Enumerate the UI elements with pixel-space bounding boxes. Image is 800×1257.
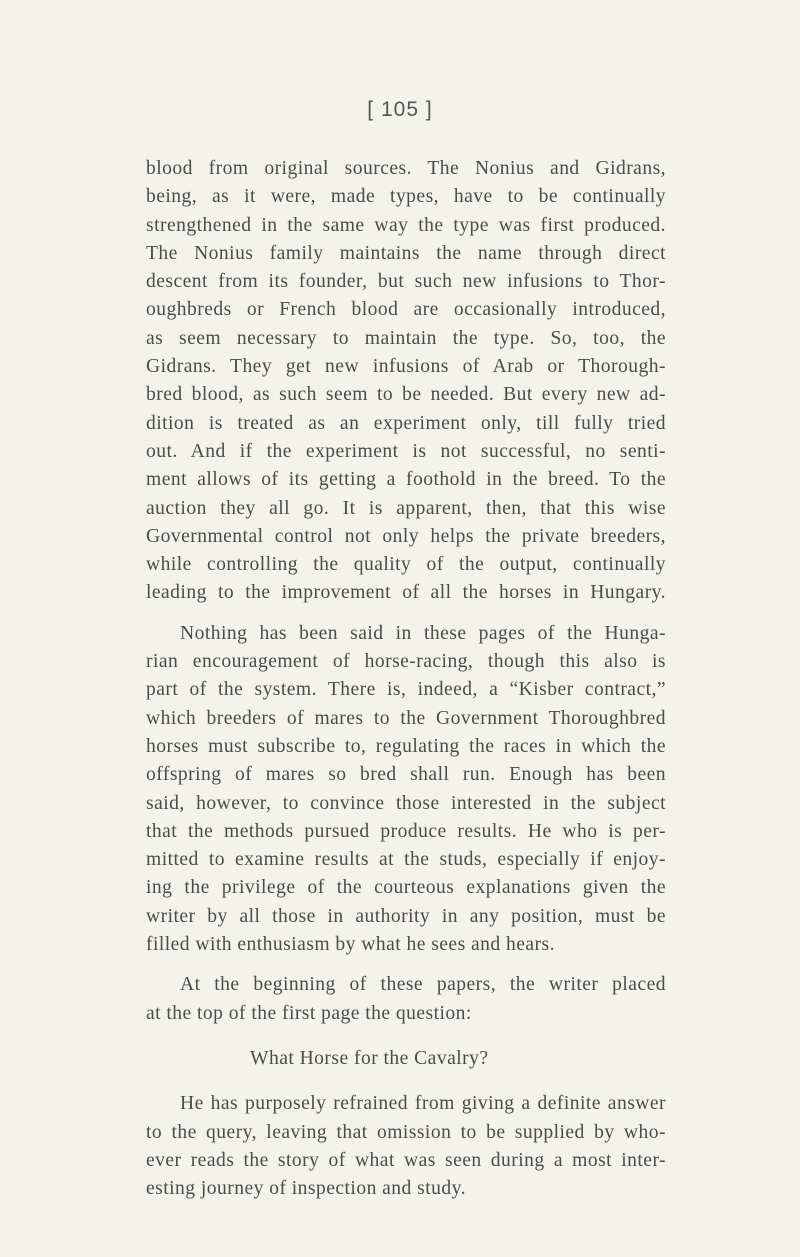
text-line: Gidrans. They get new infusions of Arab or Thorough- xyxy=(146,356,666,378)
text-line: Governmental control not only helps the private breeders, xyxy=(146,525,666,547)
text-line: At the beginning of these papers, the writer placed xyxy=(180,974,666,996)
text-line: as seem necessary to maintain the type. So, too, the xyxy=(146,327,666,349)
body-text xyxy=(146,155,666,1203)
page-number: [ 105 ] xyxy=(367,98,433,121)
text-line: descent from its founder, but such new infusions to Thor- xyxy=(146,271,666,293)
text-line: strengthened in the same way the type was first produced. xyxy=(146,214,666,236)
text-line: ever reads the story of what was seen during a most inter- xyxy=(146,1149,666,1171)
text-line: ment allows of its getting a foothold in the breed. To the xyxy=(146,469,666,491)
paragraph xyxy=(146,971,666,1028)
text-line: esting journey of inspection and study. xyxy=(146,1178,466,1200)
text-line: Nothing has been said in these pages of the Hunga- xyxy=(180,622,666,644)
text-line: writer by all those in authority in any position, must be xyxy=(146,905,666,927)
text-line: What Horse for the Cavalry? xyxy=(250,1047,489,1069)
text-line: He has purposely refrained from giving a definite answer xyxy=(180,1093,666,1115)
paragraph xyxy=(146,155,666,608)
paragraph xyxy=(146,1090,666,1203)
text-line: out. And if the experiment is not successful, no senti- xyxy=(146,440,666,462)
text-line: offspring of mares so bred shall run. Enough has been xyxy=(146,764,666,786)
text-line: filled with enthusiasm by what he sees and hears. xyxy=(146,934,555,956)
text-line: to the query, leaving that omission to be supplied by who- xyxy=(146,1121,666,1143)
text-line: oughbreds or French blood are occasionally introduced, xyxy=(146,299,666,321)
text-line: ing the privilege of the courteous explanations given the xyxy=(146,877,666,899)
text-line: horses must subscribe to, regulating the races in which the xyxy=(146,735,666,757)
text-line: rian encouragement of horse-racing, though this also is xyxy=(146,651,666,673)
question-heading xyxy=(146,1045,666,1073)
text-line: dition is treated as an experiment only, till fully tried xyxy=(146,412,666,434)
text-line: mitted to examine results at the studs, especially if enjoy- xyxy=(146,849,666,871)
paragraph xyxy=(146,620,666,960)
text-line: leading to the improvement of all the horses in Hungary. xyxy=(146,582,666,604)
text-line: being, as it were, made types, have to be continually xyxy=(146,186,666,208)
text-line: while controlling the quality of the output, continually xyxy=(146,554,666,576)
text-line: which breeders of mares to the Government Thoroughbred xyxy=(146,707,666,729)
text-line: that the methods pursued produce results. He who is per- xyxy=(146,820,666,842)
text-line: part of the system. There is, indeed, a “Kisber contract,” xyxy=(146,679,666,701)
text-line: blood from original sources. The Nonius and Gidrans, xyxy=(146,158,666,179)
text-line: bred blood, as such seem to be needed. But every new ad- xyxy=(146,384,666,406)
text-line: auction they all go. It is apparent, then, that this wise xyxy=(146,497,666,519)
text-line: The Nonius family maintains the name through direct xyxy=(146,242,666,264)
text-line: at the top of the first page the question: xyxy=(146,1002,472,1024)
text-line: said, however, to convince those interested in the subject xyxy=(146,792,666,814)
